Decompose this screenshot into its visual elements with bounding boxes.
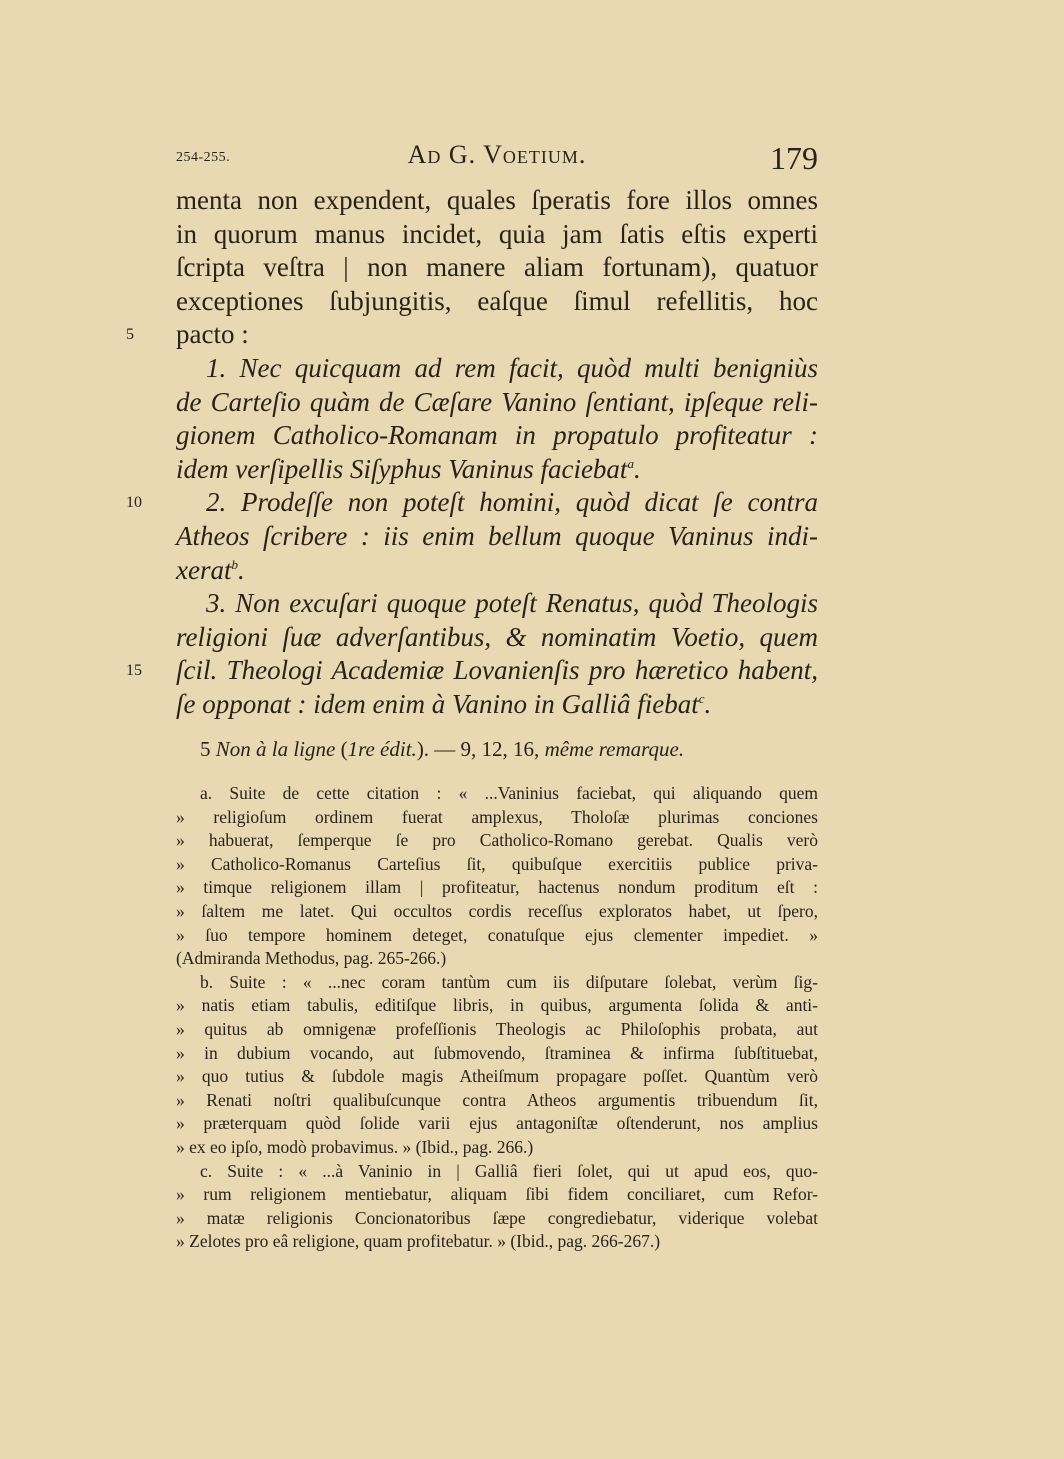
text-line — [176, 520, 818, 554]
text-line-tail: . — [704, 688, 712, 719]
page-number: 179 — [770, 140, 818, 176]
running-head-pages: 254-255. — [176, 150, 231, 165]
line-number: 5 — [126, 326, 134, 344]
text-line-content: religioni ſuæ adverſantibus, & nominatim Voetio, quem — [176, 621, 818, 652]
footnote-line: » ſuo tempore hominem deteget, conatuſque ejus clementer impediet. » — [176, 924, 818, 945]
footnote-line: a. Suite de cette citation : « ...Vaninius faciebat, qui aliquando quem — [200, 783, 818, 803]
footnote-line: » Catholico-Romanus Carteſius ſit, quibuſque exercitiis publice priva- — [176, 853, 818, 874]
text-line — [176, 251, 818, 285]
line-number: 15 — [126, 662, 142, 680]
text-line-content: exceptiones ſubjungitis, eaſque ſimul refellitis, hoc — [176, 285, 818, 316]
running-head — [176, 140, 818, 180]
footnote-line: » in dubium vocando, aut ſubmovendo, ſtraminea & infirma ſubſtituebat, — [176, 1042, 818, 1063]
text-line — [176, 688, 818, 722]
text-line-content: de Carteſio quàm de Cæſare Vanino ſentiant, ipſeque reli- — [176, 386, 818, 417]
variant-note — [200, 737, 684, 762]
footnote-ref: c — [698, 690, 705, 706]
text-line-content: 3. Non excuſari quoque poteſt Renatus, quòd Theologis — [206, 588, 818, 619]
text-line-tail: . — [237, 554, 245, 585]
text-line-content: idem verſipellis Siſyphus Vaninus faciebat — [176, 453, 628, 484]
footnote-line: » habuerat, ſemperque ſe pro Catholico-Romano gerebat. Qualis verò — [176, 830, 818, 851]
text-line — [176, 352, 818, 386]
footnote-line: » præterquam quòd ſolide varii ejus antagoniſtæ oſtenderunt, nos amplius — [176, 1113, 818, 1134]
variant-num: 5 — [200, 737, 211, 761]
footnote-ref: a — [627, 455, 634, 471]
footnote-line: » ſaltem me latet. Qui occultos cordis receſſus exploratos habet, ut ſpero, — [176, 900, 818, 921]
text-line — [176, 453, 818, 487]
text-line — [176, 621, 818, 655]
running-head-title: Ad G. Voetium. — [407, 140, 587, 169]
footnote-line: » Renati noſtri qualibuſcunque contra Atheos argumentis tribuendum ſit, — [176, 1089, 818, 1110]
text-line — [126, 654, 818, 688]
variant-c: 1re édit. — [347, 737, 417, 761]
text-line-content: ſe opponat : idem enim à Vanino in Galliâ fiebat — [176, 688, 699, 719]
footnotes — [176, 782, 818, 1254]
text-line-content: ſcripta veſtra | non manere aliam fortunam), quatuor — [176, 252, 818, 283]
text-line-content: 2. Prodeſſe non poteſt homini, quòd dicat ſe contra — [206, 487, 818, 518]
footnote-line: » timque religionem illam | profiteatur, hactenus nondum proditum eſt : — [176, 877, 818, 898]
text-line — [126, 486, 818, 520]
text-line-content: pacto : — [176, 319, 249, 350]
footnote-line: » matæ religionis Concionatoribus ſæpe congrediebatur, viderique volebat — [176, 1207, 818, 1228]
variant-b: ( — [335, 737, 348, 761]
footnote-line: c. Suite : « ...à Vaninio in | Galliâ fieri ſolet, qui ut apud eos, quo- — [200, 1160, 818, 1181]
footnote-line: » natis etiam tabulis, editiſque libris, in quibus, argumenta ſolida & anti- — [176, 995, 818, 1016]
main-text — [126, 184, 818, 722]
text-line-content: 1. Nec quicquam ad rem facit, quòd multi benigniùs — [206, 352, 818, 383]
text-line-content: menta non expendent, quales ſperatis fore illos omnes — [176, 185, 818, 215]
footnote-ref: b — [231, 556, 238, 572]
text-line — [126, 318, 818, 352]
text-line-content: gionem Catholico-Romanam in propatulo profiteatur : — [176, 420, 818, 451]
text-line — [176, 554, 818, 588]
text-line-content: Atheos ſcribere : iis enim bellum quoque Vaninus indi- — [176, 520, 818, 551]
text-line — [176, 386, 818, 420]
footnote-line: » rum religionem mentiebatur, aliquam ſibi fidem conciliaret, cum Refor- — [176, 1184, 818, 1205]
footnote-line: b. Suite : « ...nec coram tantùm cum iis diſputare ſolebat, verùm ſig- — [200, 971, 818, 992]
line-number: 10 — [126, 494, 142, 512]
text-line-content: in quorum manus incidet, quia jam ſatis eſtis experti — [176, 218, 818, 249]
footnote-line: » quo tutius & ſubdole magis Atheiſmum propagare poſſet. Quantùm verò — [176, 1066, 818, 1087]
variant-e: même remarque. — [544, 737, 685, 761]
footnote-line: » quitus ab omnigenæ profeſſionis Theologis ac Philoſophis probata, aut — [176, 1018, 818, 1039]
text-line — [176, 419, 818, 453]
footnote-line: » religioſum ordinem fuerat amplexus, Tholoſæ plurimas conciones — [176, 806, 818, 827]
variant-d: ). — 9, 12, 16, — [416, 737, 545, 761]
footnote-line: (Admiranda Methodus, pag. 265-266.) — [176, 948, 447, 969]
text-line-content: ſcil. Theologi Academiæ Lovanienſis pro hæretico habent, — [176, 655, 818, 686]
variant-a: Non à la ligne — [215, 737, 336, 761]
text-line-content: xerat — [176, 554, 232, 585]
text-line — [176, 285, 818, 319]
footnote-line: » ex eo ipſo, modò probavimus. » (Ibid., pag. 266.) — [176, 1136, 534, 1157]
footnote-line: » Zelotes pro eâ religione, quam profitebatur. » (Ibid., pag. 266-267.) — [176, 1231, 661, 1252]
text-line — [176, 218, 818, 252]
text-line-tail: . — [633, 453, 641, 484]
text-line — [176, 587, 818, 621]
text-line — [176, 184, 818, 218]
